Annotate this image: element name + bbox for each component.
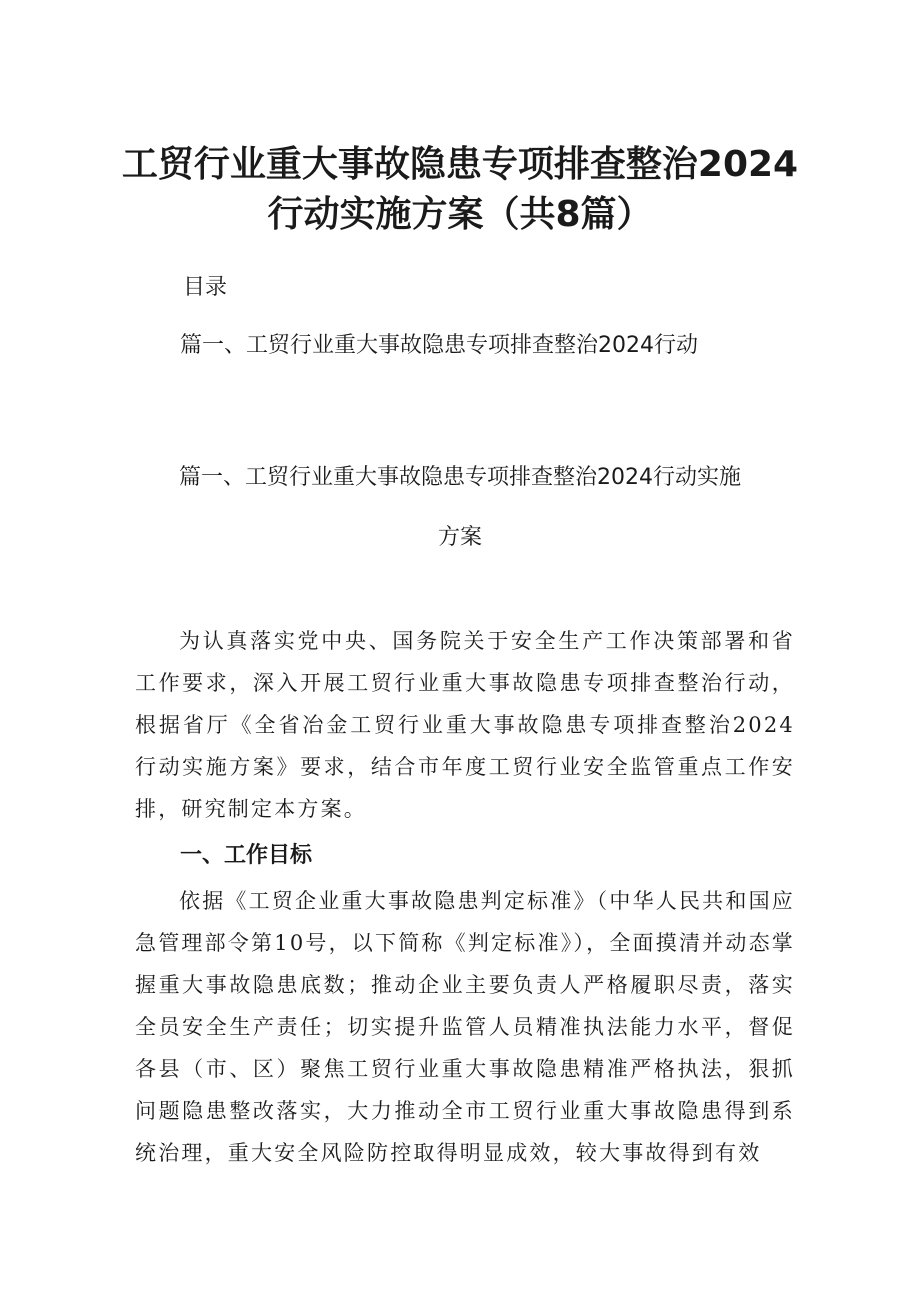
goals-paragraph: 依据《工贸企业重大事故隐患判定标准》（中华人民共和国应急管理部令第10号，以下简称《判定标准》），全面摸清并动态掌握重大事故隐患底数；推动企业主要负责人严格履职尽责，落实全员安全生产责任；切实提升监管人员精准执法能力水平，督促各县（市、区）聚焦工贸行业重大事故隐患精准严格执法，狠抓问题隐患整改落实，大力推动全市工贸行业重大事故隐患得到系统治理，重大安全风险防控取得明显成效，较大事故得到有效: [135, 889, 795, 1165]
section-title-line1: 篇一、工贸行业重大事故隐患专项排查整治2024行动实施: [179, 465, 741, 490]
section-title-line2: 方案: [437, 525, 482, 550]
document-title-line1: 工贸行业重大事故隐患专项排查整治2024: [121, 144, 799, 185]
subheading-work-goals: 一、工作目标: [180, 843, 313, 868]
toc-heading: 目录: [183, 275, 228, 300]
toc-entry[interactable]: 篇一、工贸行业重大事故隐患专项排查整治2024行动: [180, 333, 698, 358]
intro-paragraph: 为认真落实党中央、国务院关于安全生产工作决策部署和省工作要求，深入开展工贸行业重大事故隐患专项排查整治行动，根据省厅《全省冶金工贸行业重大事故隐患专项排查整治2024行动实施方案》要求，结合市年度工贸行业安全监管重点工作安排，研究制定本方案。: [135, 629, 795, 821]
document-title-line2: 行动实施方案（共8篇）: [267, 194, 653, 235]
